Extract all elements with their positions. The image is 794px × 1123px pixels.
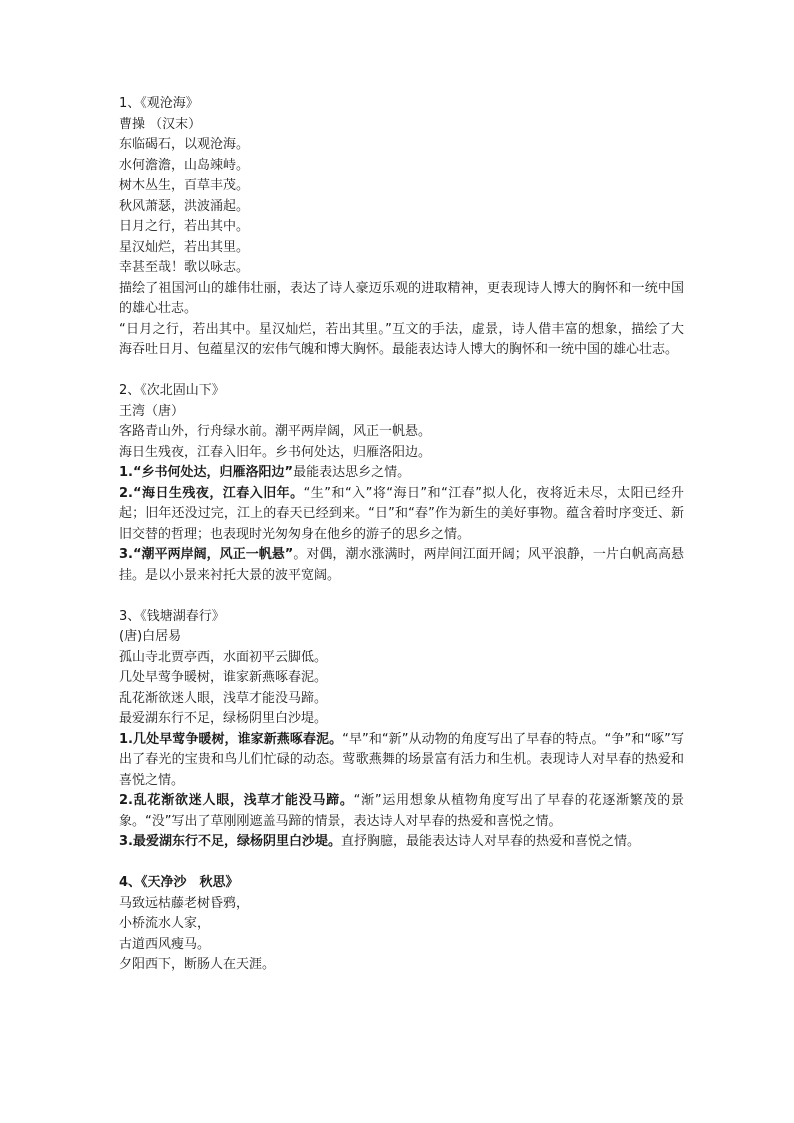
poem-title: 3、《钱塘湖春行》 <box>119 608 225 624</box>
poem-author: 王湾（唐） <box>119 403 185 419</box>
document-page <box>119 94 684 976</box>
poem-line: 东临碣石，以观沧海。 <box>119 137 250 152</box>
note-text: “日月之行，若出其中。星汉灿烂，若出其里。”互文的手法，虚景，诗人借丰富的想象，描绘了大海吞吐日月、包蕴星汉的宏伟气魄和博大胸怀。最能表达诗人博大的胸怀和一统中国的雄心壮志。 <box>119 321 684 357</box>
poem-note <box>119 320 684 361</box>
poem-note <box>119 832 684 853</box>
note-bold: 3.最爱湖东行不足，绿杨阴里白沙堤。 <box>119 834 341 849</box>
poem-note <box>119 730 684 792</box>
poem-line: 最爱湖东行不足，绿杨阴里白沙堤。 <box>119 711 328 726</box>
note-bold: 1.“乡书何处达，归雁洛阳边” <box>119 465 294 480</box>
poem-note <box>119 484 684 546</box>
note-text: “生”和“入”将“海日”和“江春”拟人化，夜将近未尽，太阳已经升起；旧年还没过完，江上的春天已经到来。“日”和“春”作为新生的美好事物。蕴含着时序变迁、新旧交替的哲理；也表现时光匆匆身在他乡的游子的思乡之情。 <box>119 485 684 542</box>
poem-line: 海日生残夜，江春入旧年。乡书何处达，归雁洛阳边。 <box>119 444 432 460</box>
note-text: 。对偶，潮水涨满时，两岸间江面开阔；风平浪静，一片白帆高高悬挂。是以小景来衬托大景的波平宽阔。 <box>119 547 684 583</box>
poem-note <box>119 791 684 832</box>
poem-line: 几处早莺争暖树，谁家新燕啄春泥。 <box>119 670 328 685</box>
note-bold: 2.“海日生残夜，江春入旧年。 <box>119 485 304 501</box>
poem-note <box>119 545 684 586</box>
poem-line: 树木丛生，百草丰茂。 <box>119 178 250 193</box>
note-text: 描绘了祖国河山的雄伟壮丽，表达了诗人豪迈乐观的进取精神，更表现诗人博大的胸怀和一统中国的雄心壮志。 <box>119 280 684 316</box>
note-text: “早”和“新”从动物的角度写出了早春的特点。“争”和“啄”写出了春光的宝贵和鸟儿们忙碌的动态。莺歌燕舞的场景富有活力和生机。表现诗人对早春的热爱和喜悦之情。 <box>119 731 684 788</box>
section-gap <box>119 586 684 607</box>
poem-title: 2、《次北固山下》 <box>119 383 225 398</box>
poem-line: 古道西风瘦马。 <box>119 936 211 952</box>
poem-author: (唐)白居易 <box>119 629 182 644</box>
note-text: “渐”运用想象从植物角度写出了早春的花逐渐繁茂的景象。“没”写出了草刚刚遮盖马蹄的情景，表达诗人对早春的热爱和喜悦之情。 <box>119 793 684 829</box>
note-bold: 3.“潮平两岸阔，风正一帆悬” <box>119 547 294 562</box>
note-bold: 1.几处早莺争暖树，谁家新燕啄春泥。 <box>119 731 343 747</box>
note-text: 最能表达思乡之情。 <box>293 465 411 480</box>
poem-line: 马致远枯藤老树昏鸦， <box>119 895 250 911</box>
poem-line: 孤山寺北贾亭西，水面初平云脚低。 <box>119 649 328 665</box>
poem-line: 幸甚至哉！歌以咏志。 <box>119 260 250 275</box>
note-text: 直抒胸臆，最能表达诗人对早春的热爱和喜悦之情。 <box>340 834 640 849</box>
section-gap <box>119 361 684 382</box>
poem-title-bold: 4、《天净沙 秋思》 <box>119 875 239 890</box>
poem-line: 乱花渐欲迷人眼，浅草才能没马蹄。 <box>119 690 328 706</box>
poem-line: 夕阳西下，断肠人在天涯。 <box>119 957 276 972</box>
poem-note <box>119 279 684 320</box>
poem-line: 小桥流水人家， <box>119 916 211 931</box>
poem-line: 秋风萧瑟，洪波涌起。 <box>119 198 250 214</box>
poem-line: 客路青山外，行舟绿水前。潮平两岸阔，风正一帆悬。 <box>119 424 432 439</box>
poem-line: 星汉灿烂，若出其里。 <box>119 239 250 255</box>
section-gap <box>119 853 684 874</box>
poem-note <box>119 463 684 484</box>
poem-title: 1、《观沧海》 <box>119 96 199 111</box>
note-bold: 2.乱花渐欲迷人眼，浅草才能没马蹄。 <box>119 793 354 808</box>
poem-line: 水何澹澹，山岛竦峙。 <box>119 157 250 173</box>
poem-title <box>119 873 684 894</box>
poem-line: 日月之行，若出其中。 <box>119 219 250 234</box>
poem-author: 曹操 （汉末） <box>119 116 202 132</box>
